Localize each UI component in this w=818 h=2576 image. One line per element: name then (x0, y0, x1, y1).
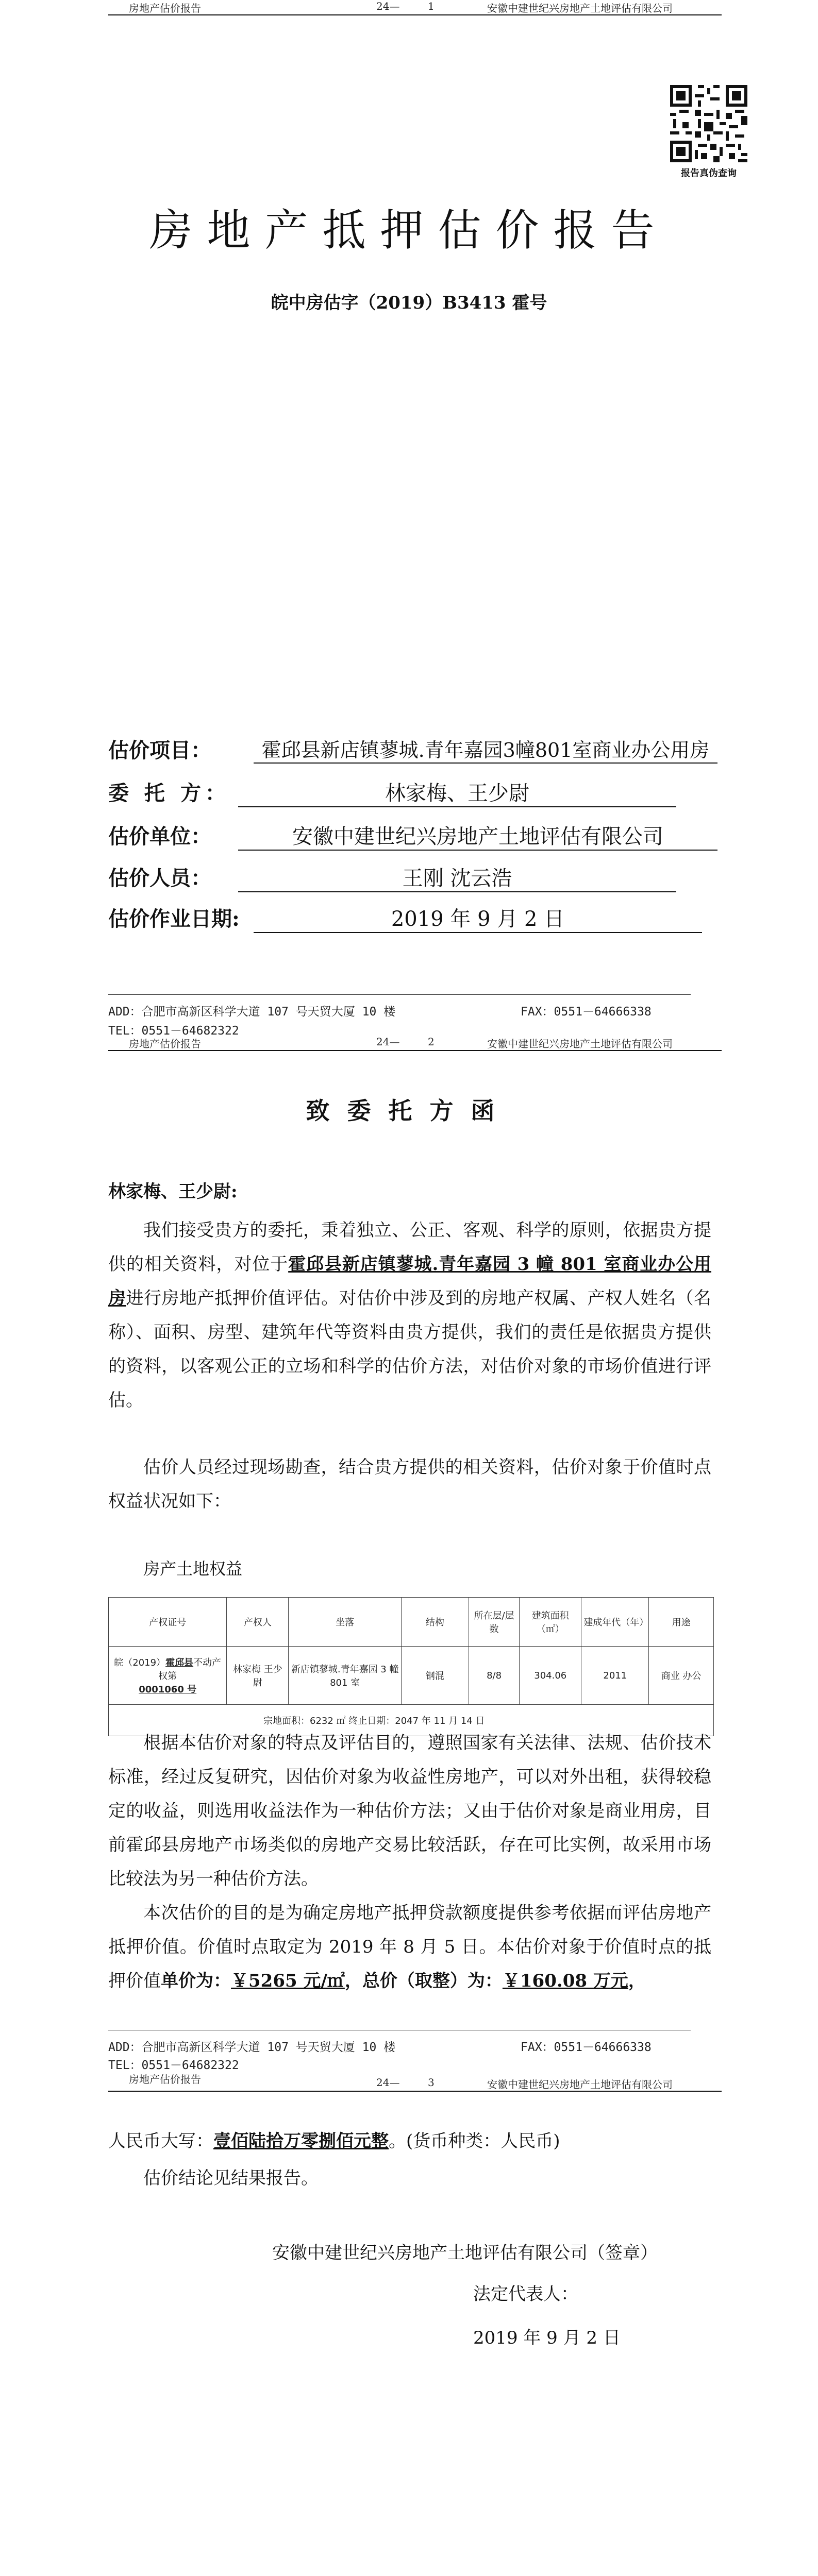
table-header: 所在层/层数 (469, 1598, 519, 1647)
structure-cell: 钢混 (401, 1647, 469, 1705)
page-header-mid: 24— (376, 2076, 400, 2089)
table-header: 建成年代（年） (581, 1598, 649, 1647)
company-signature: 安徽中建世纪兴房地产土地评估有限公司（签章） (272, 2243, 658, 2263)
paragraph-2: 估价人员经过现场勘查，结合贵方提供的相关资料，估价对象于价值时点权益状况如下： (108, 1457, 711, 1512)
paragraph-3: 根据本估价对象的特点及评估目的，遵照国家有关法律、法规、估价技术标准，经过反复研究，因估价对象为收益性房地产，可以对外出租，获得较稳定的收益，则选用收益法作为一种估价方法；又由于估价对象是商业用房，目前霍邱县房地产市场类似的房地产交易比较活跃，存在可比实例，故采用市场比较法为另一种估价方法。 (108, 1733, 711, 1889)
header-rule (108, 2091, 722, 2092)
table-row (109, 1647, 714, 1705)
table-header: 建筑面积（㎡） (520, 1598, 581, 1647)
property-rights-table (108, 1597, 714, 1736)
page-header-left: 房地产估价报告 (129, 2, 201, 14)
date-label: 估价作业日期: (108, 907, 240, 931)
footer-rule (108, 994, 691, 995)
project-value: 霍邱县新店镇蓼城.青年嘉园3幢801室商业办公用房 (254, 734, 717, 764)
report-title: 房地产抵押估价报告 (149, 205, 669, 256)
header-rule (108, 14, 722, 15)
use-cell: 商业 办公 (649, 1647, 714, 1705)
footer-address: ADD：合肥市高新区科学大道 107 号天贸大厦 10 楼 (108, 2041, 396, 2054)
table-caption: 房产土地权益 (143, 1559, 243, 1579)
conclusion-note: 估价结论见结果报告。 (143, 2168, 319, 2189)
footer-address: ADD：合肥市高新区科学大道 107 号天贸大厦 10 楼 (108, 1005, 396, 1019)
paragraph-4: 本次估价的目的是为确定房地产抵押贷款额度提供参考依据而评估房地产抵押价值。价值时点取定为 2019 年 8 月 5 日。本估价对象于价值时点的抵押价值单价为：￥5265 元/㎡，总价（取整）为：￥160.08 万元， (108, 1903, 711, 1991)
footer-fax: FAX：0551－64666338 (521, 1005, 652, 1019)
floor-cell: 8/8 (469, 1647, 519, 1705)
org-value: 安徽中建世纪兴房地产土地评估有限公司 (238, 820, 717, 851)
staff-label: 估价人员： (108, 866, 211, 890)
page-header-right: 安徽中建世纪兴房地产土地评估有限公司 (487, 2, 673, 14)
area-cell: 304.06 (520, 1647, 581, 1705)
qr-code-icon[interactable] (670, 85, 747, 162)
header-rule (108, 1050, 722, 1051)
page-header-number: 2 (428, 1036, 435, 1048)
page-header-number: 3 (428, 2076, 435, 2089)
page-header-right: 安徽中建世纪兴房地产土地评估有限公司 (487, 1038, 673, 1050)
client-value: 林家梅、王少尉 (238, 777, 676, 807)
date-value: 2019 年 9 月 2 日 (254, 903, 702, 933)
client-label: 委 托 方： (108, 781, 230, 805)
qr-caption: 报告真伪查询 (681, 168, 737, 179)
page-header-left: 房地产估价报告 (129, 2073, 201, 2086)
owners-cell: 林家梅 王少尉 (227, 1647, 289, 1705)
page-header-mid: 24— (376, 0, 400, 12)
footer-tel: TEL：0551－64682322 (108, 1024, 239, 1038)
signature-date: 2019 年 9 月 2 日 (473, 2328, 621, 2348)
rmb-amount: 人民币大写：壹佰陆拾万零捌佰元整。(货币种类：人民币) (108, 2131, 560, 2151)
page-header-left: 房地产估价报告 (129, 1038, 201, 1050)
letter-title: 致委托方函 (306, 1097, 512, 1125)
table-header: 产权人 (227, 1598, 289, 1647)
paragraph-1: 我们接受贵方的委托，秉着独立、公正、客观、科学的原则，依据贵方提供的相关资料，对位于霍邱县新店镇蓼城.青年嘉园 3 幢 801 室商业办公用房进行房地产抵押价值评估。对估价中涉及到的房地产权属、产权人姓名（名称）、面积、房型、建筑年代等资料由贵方提供，我们的责任是依据贵方提供的资料，以客观公正的立场和科学的估价方法，对估价对象的市场价值进行评估。 (108, 1220, 712, 1411)
legal-representative: 法定代表人： (473, 2284, 578, 2304)
report-number: 皖中房估字（2019）B3413 霍号 (271, 293, 547, 313)
project-label: 估价项目： (108, 738, 211, 762)
footer-fax: FAX：0551－64666338 (521, 2041, 652, 2054)
cert-number-cell: 皖（2019）霍邱县不动产权第 0001060 号 (109, 1647, 227, 1705)
page-header-number: 1 (428, 0, 435, 12)
org-label: 估价单位： (108, 824, 211, 849)
salutation: 林家梅、王少尉: (108, 1181, 238, 1202)
table-header: 坐落 (289, 1598, 401, 1647)
land-area-cell: 宗地面积：6232 ㎡ 终止日期：2047 年 11 月 14 日 (109, 1705, 714, 1736)
page-header-mid: 24— (376, 1036, 400, 1048)
location-cell: 新店镇蓼城.青年嘉园 3 幢 801 室 (289, 1647, 401, 1705)
staff-value: 王刚 沈云浩 (238, 862, 676, 892)
page-header-right: 安徽中建世纪兴房地产土地评估有限公司 (487, 2078, 673, 2091)
footer-tel: TEL：0551－64682322 (108, 2059, 239, 2072)
table-header-row (109, 1598, 714, 1647)
year-cell: 2011 (581, 1647, 649, 1705)
table-header: 用途 (649, 1598, 714, 1647)
table-header: 产权证号 (109, 1598, 227, 1647)
table-header: 结构 (401, 1598, 469, 1647)
